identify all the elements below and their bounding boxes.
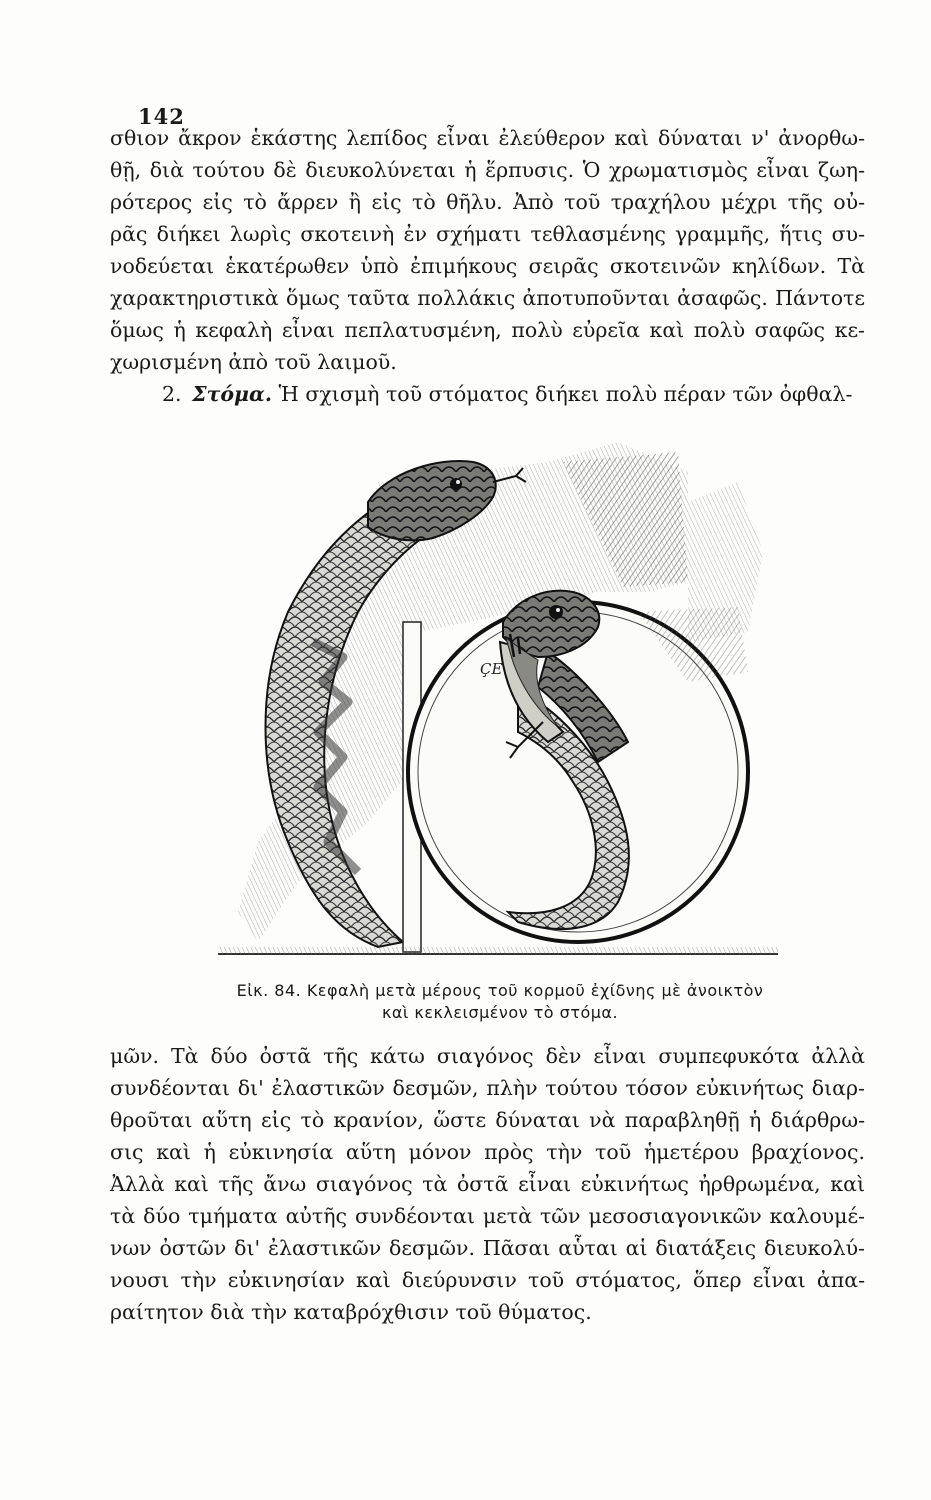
- text-line: Ἀλλὰ καὶ τῆς ἄνω σιαγόνος τὰ ὀστᾶ εἶναι εὐκινήτως ἠρθρωμένα, καὶ: [110, 1172, 865, 1196]
- text-line: σθιον ἄκρον ἑκάστης λεπίδος εἶναι ἐλεύθερον καὶ δύναται ν' ἀνορθω-: [110, 126, 865, 150]
- text-line: σις καὶ ἡ εὐκινησία αὕτη μόνον πρὸς τὴν τοῦ ἡμετέρου βραχίονος.: [110, 1140, 865, 1164]
- text-line: ρότερος εἰς τὸ ἄρρεν ἢ εἰς τὸ θῆλυ. Ἀπὸ τοῦ τραχήλου μέχρι τῆς οὐ-: [110, 190, 865, 214]
- page-number: 142: [138, 104, 185, 129]
- text-line: ρᾶς διήκει λωρὶς σκοτεινὴ ἐν σχήματι τεθλασμένης γραμμῆς, ἥτις συ-: [110, 222, 865, 246]
- section-line: [110, 378, 865, 410]
- figure-label: ÇE: [480, 660, 503, 678]
- right-snake-eye: [549, 605, 563, 619]
- left-snake-eye: [450, 478, 462, 490]
- ground-hatching: [218, 947, 778, 954]
- text-line: νων ὀστῶν δι' ἐλαστικῶν δεσμῶν. Πᾶσαι αὗται αἱ διατάξεις διευκολύ-: [110, 1236, 865, 1260]
- text-line: τὰ δύο τμήματα αὐτῆς συνδέονται μετὰ τῶν μεσοσιαγονικῶν καλουμέ-: [110, 1204, 865, 1228]
- text-line: χαρακτηριστικὰ ὅμως ταῦτα πολλάκις ἀποτυποῦνται ἀσαφῶς. Πάντοτε: [110, 286, 865, 310]
- section-number: 2.: [162, 382, 182, 406]
- text-line: νουσι τὴν εὐκινησίαν καὶ διεύρυνσιν τοῦ στόματος, ὅπερ εἶναι ἀπα-: [110, 1268, 865, 1292]
- text-line: ραίτητον διὰ τὴν καταβρόχθισιν τοῦ θύματος.: [110, 1300, 592, 1324]
- section-heading: Στόμα.: [192, 382, 272, 406]
- text-line: μῶν. Τὰ δύο ὀστᾶ τῆς κάτω σιαγόνος δὲν εἶναι συμπεφυκότα ἀλλὰ: [110, 1044, 865, 1068]
- top-paragraph: [110, 122, 865, 410]
- section-text: Ἡ σχισμὴ τοῦ στόματος διήκει πολὺ πέραν τῶν ὀφθαλ-: [278, 382, 853, 406]
- text-line: χωρισμένη ἀπὸ τοῦ λαιμοῦ.: [110, 350, 397, 374]
- text-line: θῇ, διὰ τούτου δὲ διευκολύνεται ἡ ἕρπυσις. Ὁ χρωματισμὸς εἶναι ζωη-: [110, 158, 865, 182]
- text-line: ὅμως ἡ κεφαλὴ εἶναι πεπλατυσμένη, πολὺ εὐρεῖα καὶ πολὺ σαφῶς κε-: [110, 318, 865, 342]
- text-line: συνδέονται δι' ἐλαστικῶν δεσμῶν, πλὴν τούτου τόσον εὐκινήτως διαρ-: [110, 1076, 865, 1100]
- bottom-paragraph: [110, 1040, 865, 1328]
- figure-caption: [200, 980, 800, 1024]
- text-line: νοδεύεται ἑκατέρωθεν ὑπὸ ἐπιμήκους σειρᾶς σκοτεινῶν κηλίδων. Τὰ: [110, 254, 865, 278]
- caption-line: καὶ κεκλεισμένον τὸ στόμα.: [381, 1003, 619, 1022]
- text-line: θροῦται αὕτη εἰς τὸ κρανίον, ὥστε δύναται νὰ παραβληθῇ ἡ διάρθρω-: [110, 1108, 865, 1132]
- viper-engraving: [218, 442, 778, 962]
- viper-illustration: [218, 442, 778, 962]
- caption-line: Εἰκ. 84. Κεφαλὴ μετὰ μέρους τοῦ κορμοῦ ἐχίδνης μὲ ἀνοικτὸν: [236, 981, 764, 1000]
